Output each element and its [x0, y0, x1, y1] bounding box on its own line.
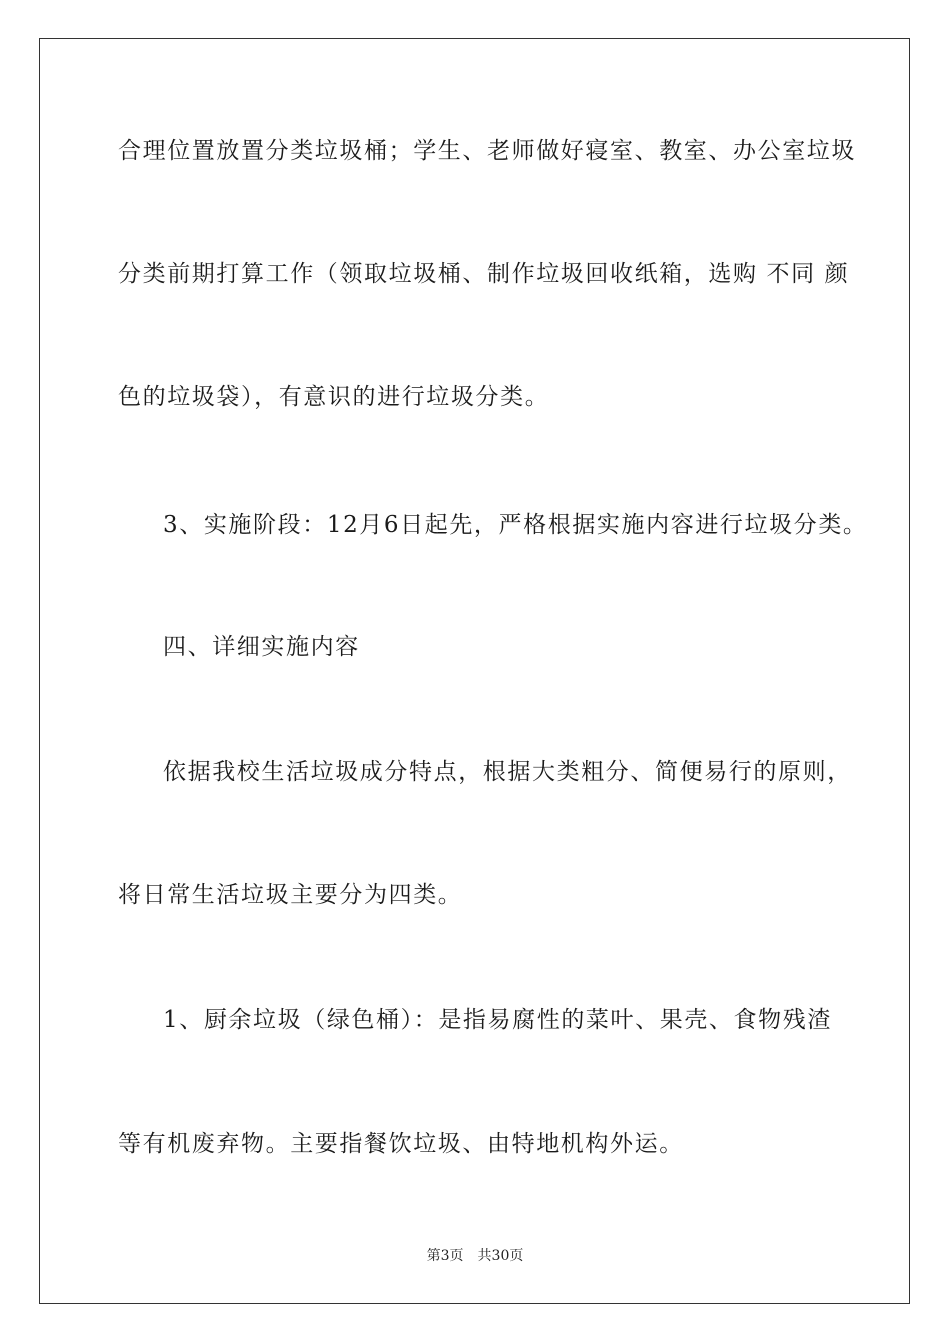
body-text-line: 等有机废弃物。主要指餐饮垃圾、由特地机构外运。 — [118, 1131, 684, 1157]
body-text-line: 分类前期打算工作（领取垃圾桶、制作垃圾回收纸箱，选购 不同 颜 — [118, 261, 850, 287]
body-text-line: 将日常生活垃圾主要分为四类。 — [118, 882, 463, 908]
page-total: 共30页 — [477, 1248, 524, 1264]
body-text-line: 1、厨余垃圾（绿色桶）：是指易腐性的菜叶、果壳、食物残渣 — [163, 1007, 832, 1033]
page-border — [39, 38, 910, 1304]
page-footer — [0, 1247, 950, 1265]
body-text-line: 合理位置放置分类垃圾桶；学生、老师做好寝室、教室、办公室垃圾 — [118, 138, 856, 164]
body-text-line: 色的垃圾袋），有意识的进行垃圾分类。 — [118, 384, 550, 410]
section-heading: 四、详细实施内容 — [163, 634, 360, 660]
body-text-line: 依据我校生活垃圾成分特点，根据大类粗分、简便易行的原则， — [163, 759, 852, 785]
body-text-line: 3、实施阶段：12月6日起先，严格根据实施内容进行垃圾分类。 — [163, 512, 868, 538]
page-number: 第3页 — [426, 1248, 464, 1264]
